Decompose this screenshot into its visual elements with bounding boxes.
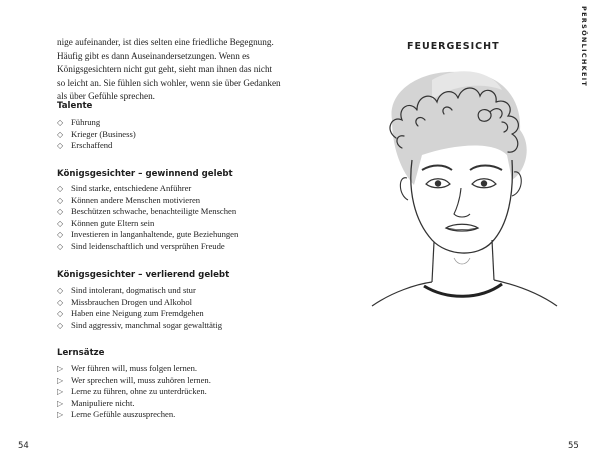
- triangle-bullet-icon: ▷: [57, 387, 64, 397]
- list-item: ▷ Wer sprechen will, muss zuhören lernen.: [57, 374, 211, 385]
- list-item: ▷ Lerne Gefühle auszusprechen.: [57, 409, 176, 420]
- list-lernsaetze: [57, 363, 211, 421]
- section-title-gewinnend: Königsgesichter – gewinnend gelebt: [57, 169, 233, 179]
- eye-right: [472, 179, 496, 188]
- list-item: ▷ Manipuliere nicht.: [57, 397, 135, 408]
- diamond-bullet-icon: ◇: [57, 129, 64, 139]
- diamond-bullet-icon: ◇: [57, 241, 64, 251]
- diamond-bullet-icon: ◇: [57, 207, 64, 217]
- section-title-verlierend: Königsgesichter – verlierend gelebt: [57, 270, 230, 280]
- diamond-bullet-icon: ◇: [57, 230, 64, 240]
- list-item: ◇ Missbrauchen Drogen und Alkohol: [57, 296, 193, 307]
- section-side-label: PERSÖNLICHKEIT: [580, 6, 588, 88]
- triangle-bullet-icon: ▷: [57, 398, 64, 408]
- list-item: ◇ Haben eine Neigung zum Fremdgehen: [57, 308, 204, 319]
- section-title-talente: Talente: [57, 101, 93, 111]
- page-number-left: 54: [18, 441, 29, 451]
- intro-paragraph: nige aufeinander, ist dies selten eine friedliche Begegnung. Häufig gibt es dann Auseinandersetzungen. Wenn es Königsgesichtern nicht gut geht, sieht man ihnen das nicht so leicht an. Sie fühlen sich wohler, wenn sie über Gedanken als über Gefühle sprechen.: [57, 37, 281, 101]
- portrait-title: FEUERGESICHT: [407, 41, 500, 52]
- diamond-bullet-icon: ◇: [57, 118, 64, 127]
- list-item: ◇ Führung: [57, 117, 101, 127]
- list-item: ◇ Erschaffend: [57, 140, 113, 151]
- list-item: ◇ Können andere Menschen motivieren: [57, 194, 201, 205]
- diamond-bullet-icon: ◇: [57, 141, 64, 151]
- diamond-bullet-icon: ◇: [57, 218, 64, 228]
- eye-left: [426, 179, 450, 188]
- section-title-lernsaetze: Lernsätze: [57, 348, 105, 358]
- diamond-bullet-icon: ◇: [57, 309, 64, 319]
- triangle-bullet-icon: ▷: [57, 375, 64, 385]
- list-item: ▷ Wer führen will, muss folgen lernen.: [57, 363, 198, 373]
- diamond-bullet-icon: ◇: [57, 286, 64, 295]
- list-talente: [57, 117, 136, 152]
- diamond-bullet-icon: ◇: [57, 184, 64, 193]
- list-item: ◇ Sind leidenschaftlich und versprühen Freude: [57, 240, 225, 251]
- list-item: ◇ Sind intolerant, dogmatisch und stur: [57, 285, 196, 295]
- diamond-bullet-icon: ◇: [57, 195, 64, 205]
- diamond-bullet-icon: ◇: [57, 297, 64, 307]
- right-page: [300, 0, 600, 467]
- list-gewinnend: [57, 183, 238, 253]
- triangle-bullet-icon: ▷: [57, 364, 64, 373]
- diamond-bullet-icon: ◇: [57, 320, 64, 330]
- list-item: ◇ Krieger (Business): [57, 128, 136, 139]
- list-item: ▷ Lerne zu führen, ohne zu unterdrücken.: [57, 386, 207, 397]
- list-item: ◇ Investieren in langanhaltende, gute Beziehungen: [57, 229, 239, 240]
- triangle-bullet-icon: ▷: [57, 410, 64, 420]
- portrait-illustration: [362, 60, 562, 320]
- list-item: ◇ Können gute Eltern sein: [57, 217, 155, 228]
- page-number-right: 55: [568, 441, 579, 451]
- list-verlierend: [57, 285, 222, 331]
- list-item: ◇ Sind starke, entschiedene Anführer: [57, 183, 192, 193]
- list-item: ◇ Beschützen schwache, benachteiligte Menschen: [57, 206, 237, 217]
- list-item: ◇ Sind aggressiv, manchmal sogar gewalttätig: [57, 319, 222, 330]
